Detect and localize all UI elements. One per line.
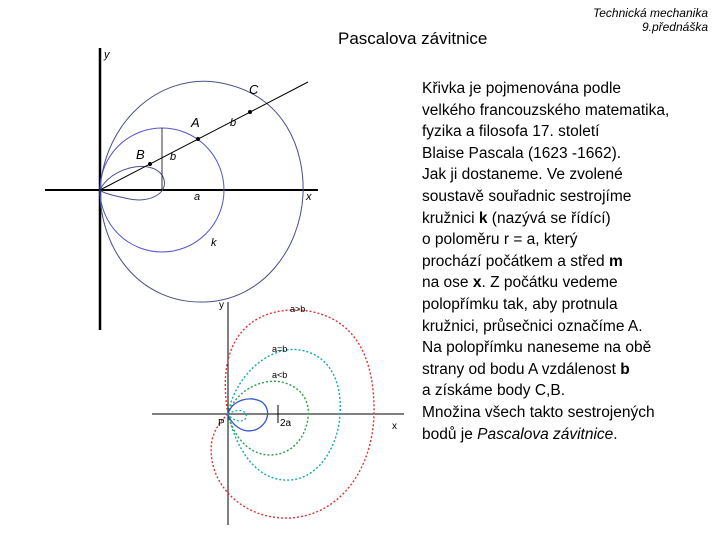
description-line xyxy=(422,251,718,273)
bottom-y-label: y xyxy=(219,300,224,311)
description-line xyxy=(422,143,718,165)
description-fragment: a získáme body C,B. xyxy=(422,382,566,400)
description-fragment: o poloměru r = a, který xyxy=(422,231,578,249)
description-line xyxy=(422,164,718,186)
top-figure xyxy=(45,48,318,330)
label-a-gt-b: a>b xyxy=(290,304,306,314)
description-fragment: kružnici, průsečnici označíme A. xyxy=(422,317,643,335)
top-point-c xyxy=(248,110,252,114)
top-b-upper-label: b xyxy=(230,117,237,129)
description-text xyxy=(422,78,718,445)
description-line xyxy=(422,208,718,230)
label-a-eq-b: a=b xyxy=(272,344,288,354)
description-fragment: Blaise Pascala (1623 -1662). xyxy=(422,144,622,162)
description-line xyxy=(422,316,718,338)
description-line xyxy=(422,272,718,294)
top-b-label: B xyxy=(136,147,145,162)
description-fragment: kružnici xyxy=(422,209,479,227)
description-fragment: soustavě souřadnic sestrojíme xyxy=(422,187,632,205)
description-fragment: . Z počátku vedeme xyxy=(481,274,618,292)
top-y-label: y xyxy=(104,49,110,61)
description-fragment: Jak ji dostaneme. Ve zvolené xyxy=(422,166,623,184)
label-2a: 2a xyxy=(280,418,292,429)
top-x-label: x xyxy=(306,191,312,203)
description-fragment: (nazývá se řídící) xyxy=(487,209,611,227)
top-point-b xyxy=(148,162,152,166)
description-line xyxy=(422,229,718,251)
course-name: Technická mechanika xyxy=(593,6,708,20)
description-fragment: Množina všech takto sestrojených xyxy=(422,403,655,421)
lecture-number: 9.přednáška xyxy=(641,20,708,34)
curve-a-lt-b xyxy=(228,381,308,455)
description-fragment: fyzika a filosofa 17. století xyxy=(422,123,600,141)
description-fragment: x xyxy=(472,274,482,292)
description-line xyxy=(422,359,718,381)
top-a-radius-label: a xyxy=(194,191,201,203)
description-line xyxy=(422,78,718,100)
description-fragment: b xyxy=(620,360,630,378)
description-fragment: Pascalova závitnice xyxy=(477,425,614,443)
description-line xyxy=(422,100,718,122)
description-fragment: Křivka je pojmenována podle xyxy=(422,80,622,97)
label-a-lt-b: a<b xyxy=(272,370,288,380)
description-fragment: polopřímku tak, aby protnula xyxy=(422,295,618,313)
description-fragment: na ose xyxy=(422,274,473,292)
description-fragment: prochází počátkem a střed xyxy=(422,252,609,270)
description-line xyxy=(422,294,718,316)
description-fragment: k xyxy=(478,209,488,227)
description-line xyxy=(422,424,718,446)
bottom-x-label: x xyxy=(392,421,397,432)
description-fragment: strany od bodu A vzdálenost xyxy=(422,360,621,378)
top-a-label: A xyxy=(191,115,200,130)
description-line xyxy=(422,380,718,402)
description-fragment: Na polopřímku naneseme na obě xyxy=(422,339,652,357)
label-p: P xyxy=(218,418,225,429)
slide-title: Pascalova závitnice xyxy=(338,29,488,48)
top-b-lower-label: b xyxy=(170,151,177,163)
description-fragment: bodů je xyxy=(422,425,478,443)
top-c-label: C xyxy=(249,82,259,97)
top-k-label: k xyxy=(211,237,217,249)
curve-inner-loop xyxy=(228,399,268,431)
top-point-a xyxy=(196,137,200,141)
description-fragment: . xyxy=(613,425,618,443)
description-line xyxy=(422,337,718,359)
top-limacon-outer xyxy=(100,81,303,302)
bottom-figure xyxy=(152,300,404,525)
description-line xyxy=(422,121,718,143)
description-line xyxy=(422,186,718,208)
description-line xyxy=(422,402,718,424)
description-fragment: velkého francouzského matematika, xyxy=(422,101,670,119)
description-fragment: m xyxy=(608,252,623,270)
top-limacon-inner xyxy=(100,166,164,200)
